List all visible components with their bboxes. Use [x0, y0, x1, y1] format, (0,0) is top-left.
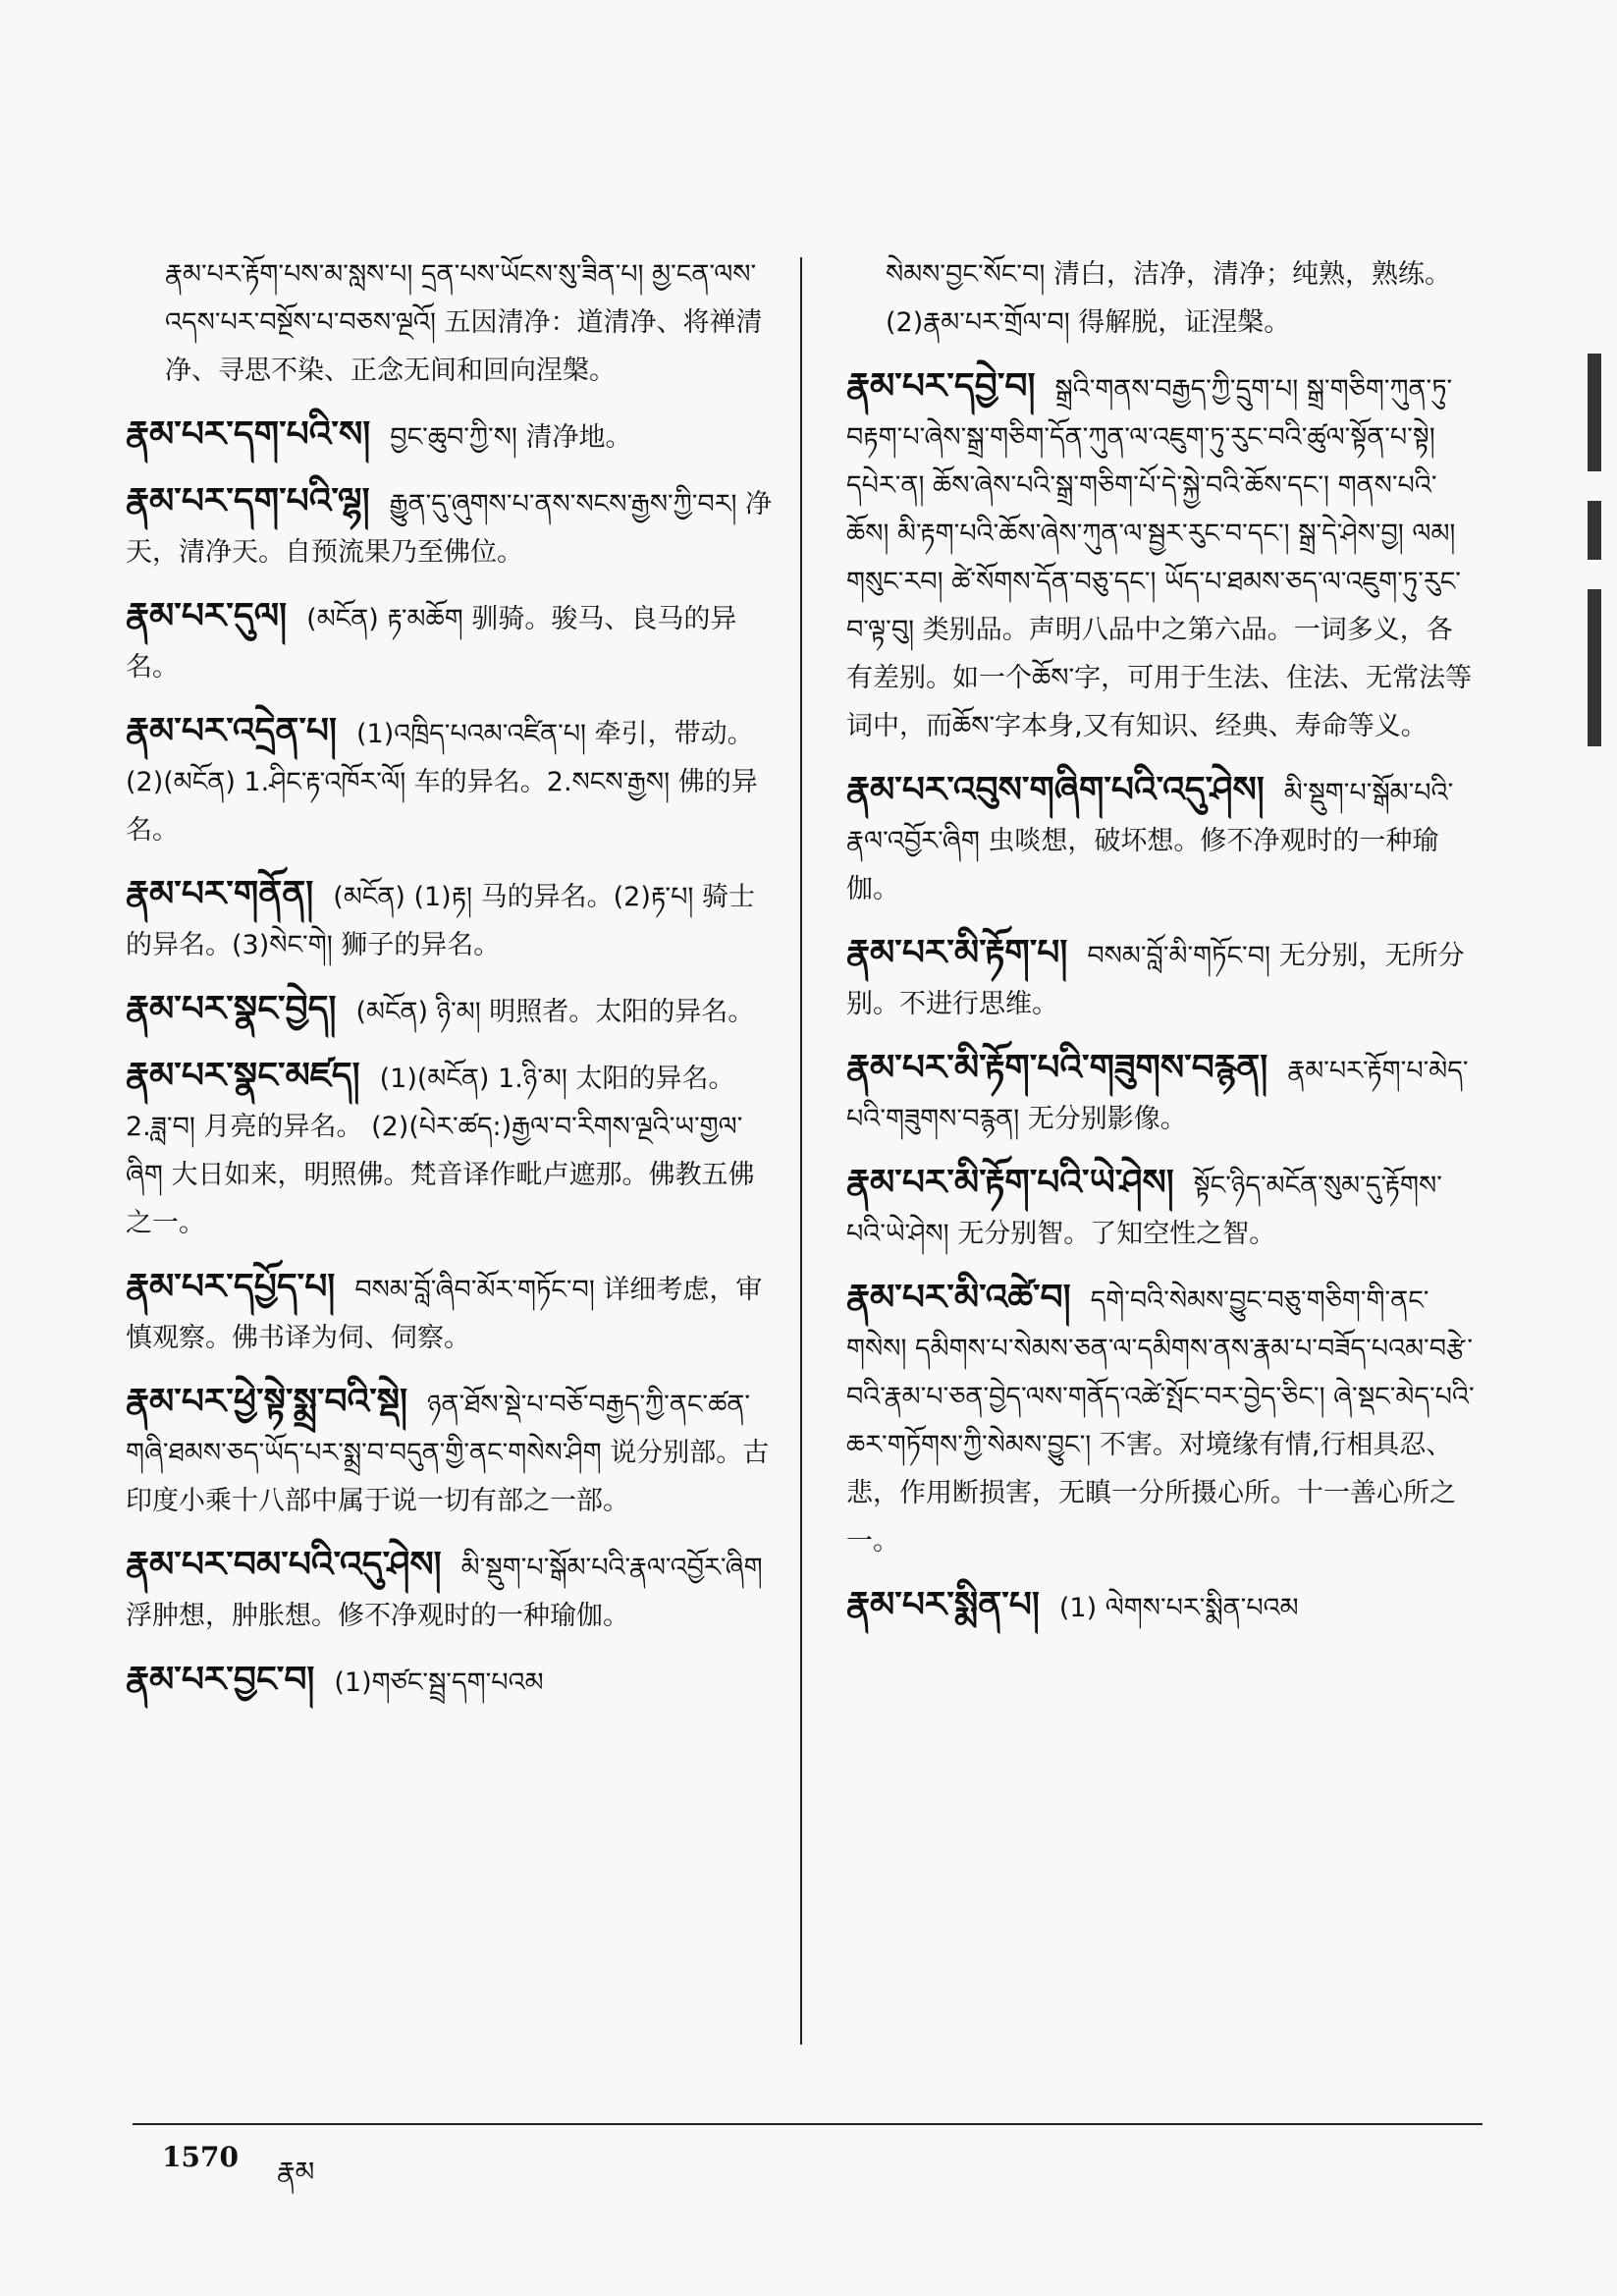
dictionary-entry	[846, 1159, 1475, 1258]
headword: རྣམ་པར་སྨིན་པ།	[846, 1585, 1040, 1625]
entry-text: སེམས་བྱང་སོང་བ། 清白，洁净，清净；纯熟，熟练。(2)རྣམ་པར་གྲོལ་བ། 得解脱，证涅槃。	[886, 259, 1451, 338]
entry-text: དགེ་བའི་སེམས་བྱུང་བཅུ་གཅིག་གི་ནང་གསེས། དམིགས་པ་སེམས་ཅན་ལ་དམིགས་ནས་རྣམ་པ་བཟོད་པའམ་བརྩེ་བའི་རྣམ་པ་ཅན་བྱེད་ལས་གནོད་འཚེ་སྤོང་བར་བྱེད་ཅིང་། ཞེ་སྡང་མེད་པའི་ཆར་གཏོགས་ཀྱི་སེམས་བྱུང་། 不害。对境缘有情,行相具忍、悲，作用断损害，无瞋一分所摄心所。十一善心所之一。	[846, 1285, 1475, 1557]
dictionary-entry	[846, 1274, 1475, 1565]
edge-mark	[1588, 589, 1601, 746]
dictionary-entry	[126, 707, 774, 854]
dictionary-entry	[126, 870, 774, 969]
dictionary-entry	[126, 410, 774, 462]
headword: རྣམ་པར་དཔྱོད་པ།	[126, 1267, 336, 1307]
entry-text: སྟོང་ཉིད་མངོན་སུམ་དུ་རྟོགས་པའི་ཡེ་ཤེས། 无分别智。了知空性之智。	[846, 1171, 1442, 1249]
headword: རྣམ་པར་ཕྱེ་སྟེ་སྨྲ་བའི་སྡེ།	[126, 1382, 407, 1422]
dictionary-entry	[126, 477, 774, 576]
dictionary-entry	[846, 250, 1475, 347]
dictionary-entry	[126, 1656, 774, 1707]
dictionary-entry	[846, 766, 1475, 913]
headword: རྣམ་པར་སྣང་མཛད།	[126, 1056, 360, 1096]
dictionary-entry	[126, 1052, 774, 1247]
right-column	[846, 250, 1475, 1648]
entry-text: རྣམ་པར་རྟོག་པ་མེད་པའི་གཟུགས་བརྙན། 无分别影像。	[846, 1056, 1469, 1134]
entry-text: (མངོན) ཉི་མ། 明照者。太阳的异名。	[355, 997, 755, 1027]
footer-rule	[133, 2123, 1482, 2125]
entry-text: (1)གཙང་སྦྲ་དག་པའམ	[334, 1667, 544, 1698]
headword: རྣམ་པར་མི་རྟོག་པའི་ཡེ་ཤེས།	[846, 1163, 1174, 1203]
entry-text: (1)(མངོན) 1.ཉི་མ། 太阳的异名。 2.ཟླ་བ། 月亮的异名。 (2)(པེར་ཚད:)རྒྱལ་བ་རིགས་ལྔའི་ཡ་གྱལ་ཞིག 大日如来，明照佛。梵音译作毗卢遮那。佛教五佛之一。	[126, 1064, 755, 1238]
dictionary-entry	[126, 985, 774, 1036]
headword: རྣམ་པར་བྱང་བ།	[126, 1660, 315, 1700]
dictionary-entry	[846, 1044, 1475, 1143]
entry-text: མི་སྡུག་པ་སྒོམ་པའི་རྣལ་འབྱོར་ཞིག 浮肿想，肿胀想。修不净观时的一种瑜伽。	[126, 1553, 763, 1631]
entry-text: རྣམ་པར་རྟོག་པས་མ་སླས་པ། དྲན་པས་ཡོངས་སུ་ཟིན་པ། མྱ་ངན་ལས་འདས་པར་བསྔོས་པ་བཅས་ལྔའོ། 五因清净：道清净、将禅清净、寻思不染、正念无间和回向涅槃。	[165, 259, 763, 386]
dictionary-entry	[126, 1378, 774, 1525]
headword: རྣམ་པར་གནོན།	[126, 874, 314, 914]
left-column	[126, 250, 774, 1722]
dictionary-entry	[846, 1581, 1475, 1632]
entry-text: རྒྱུན་དུ་ཞུགས་པ་ནས་སངས་རྒྱས་ཀྱི་བར། 净天，清净天。自预流果乃至佛位。	[126, 489, 773, 568]
entry-text: (མངོན) རྟ་མཆོག 驯骑。骏马、良马的异名。	[126, 604, 737, 683]
headword: རྣམ་པར་བམ་པའི་འདུ་ཤེས།	[126, 1545, 442, 1585]
dictionary-entry	[126, 1541, 774, 1640]
entry-text: བསམ་བློ་ཞིབ་མོར་གཏོང་བ། 详细考虑，审慎观察。佛书译为伺、伺察。	[126, 1275, 763, 1353]
dictionary-entry	[846, 362, 1475, 750]
headword: རྣམ་པར་འདྲེན་པ།	[126, 711, 337, 751]
page-number: 1570	[162, 2141, 239, 2173]
entry-text: བསམ་བློ་མི་གཏོང་བ། 无分别，无所分别。不进行思维。	[846, 941, 1465, 1019]
dictionary-entry	[846, 929, 1475, 1028]
entry-text: (1)འཁྲིད་པའམ་འཛིན་པ། 牵引，带动。(2)(མངོན) 1.ཤིང་རྟ་འཁོར་ལོ། 车的异名。2.སངས་རྒྱས། 佛的异名。	[126, 719, 758, 846]
column-divider	[800, 257, 802, 2045]
headword: རྣམ་པར་དབྱེ་བ།	[846, 366, 1036, 407]
entry-text: མི་སྡུག་པ་སྒོམ་པའི་རྣལ་འབྱོར་ཞིག 虫啖想，破坏想。修不净观时的一种瑜伽。	[846, 778, 1454, 904]
headword: རྣམ་པར་དག་པའི་ས།	[126, 414, 371, 455]
headword: རྣམ་པར་མི་རྟོག་པ།	[846, 933, 1068, 973]
entry-text: (མངོན) (1)རྟ། 马的异名。(2)རྟ་པ། 骑士的异名。(3)སེང་གེ། 狮子的异名。	[126, 882, 755, 960]
dictionary-entry	[126, 1263, 774, 1362]
edge-mark	[1588, 501, 1601, 560]
entry-text: སྒྲའི་གནས་བརྒྱད་ཀྱི་དྲུག་པ། སྒྲ་གཅིག་ཀུན་ཏུ་བརྟག་པ་ཞེས་སྒྲ་གཅིག་དོན་ཀུན་ལ་འཇུག་ཏུ་རུང་བའི་ཚུལ་སྟོན་པ་སྟེ། དཔེར་ན། ཆོས་ཞེས་པའི་སྒྲ་གཅིག་པོ་དེ་སྐྱེ་བའི་ཆོས་དང་། གནས་པའི་ཆོས། མི་རྟག་པའི་ཆོས་ཞེས་ཀུན་ལ་སྦྱར་རུང་བ་དང་། སྒྲ་དེ་ཤེས་བྱ། ལམ། གསུང་རབ། ཚེ་སོགས་དོན་བཅུ་དང་། ཡོད་པ་ཐམས་ཅད་ལ་འཇུག་ཏུ་རུང་བ་ལྟ་བུ། 类别品。声明八品中之第六品。一词多义，各有差别。如一个ཆོས་字，可用于生法、住法、无常法等词中，而ཆོས་字本身,又有知识、经典、寿命等义。	[846, 374, 1473, 741]
headword: རྣམ་པར་སྣང་བྱེད།	[126, 989, 337, 1029]
headword: རྣམ་པར་དུལ།	[126, 596, 288, 636]
headword: རྣམ་པར་མི་རྟོག་པའི་གཟུགས་བརྙན།	[846, 1048, 1268, 1088]
edge-mark	[1588, 354, 1601, 471]
dictionary-entry	[126, 592, 774, 691]
running-head: རྣམ	[277, 2156, 315, 2188]
headword: རྣམ་པར་འབུས་གཞིག་པའི་འདུ་ཤེས།	[846, 770, 1265, 810]
dictionary-entry	[126, 250, 774, 395]
entry-text: (1) ལེགས་པར་སྨིན་པའམ	[1058, 1593, 1299, 1623]
entry-text: བྱང་ཆུབ་ཀྱི་ས། 清净地。	[390, 422, 632, 453]
headword: རྣམ་པར་མི་འཚེ་བ།	[846, 1278, 1071, 1318]
headword: རྣམ་པར་དག་པའི་ལྷ།	[126, 481, 370, 521]
edge-marks	[1588, 354, 1609, 1827]
entry-text: ཉན་ཐོས་སྡེ་པ་བཅོ་བརྒྱད་ཀྱི་ནང་ཚན་གཞི་ཐམས་ཅད་ཡོད་པར་སྨྲ་བ་བདུན་གྱི་ནང་གསེས་ཤིག 说分别部。古印度小乘十八部中属于说一切有部之一部。	[126, 1390, 770, 1516]
